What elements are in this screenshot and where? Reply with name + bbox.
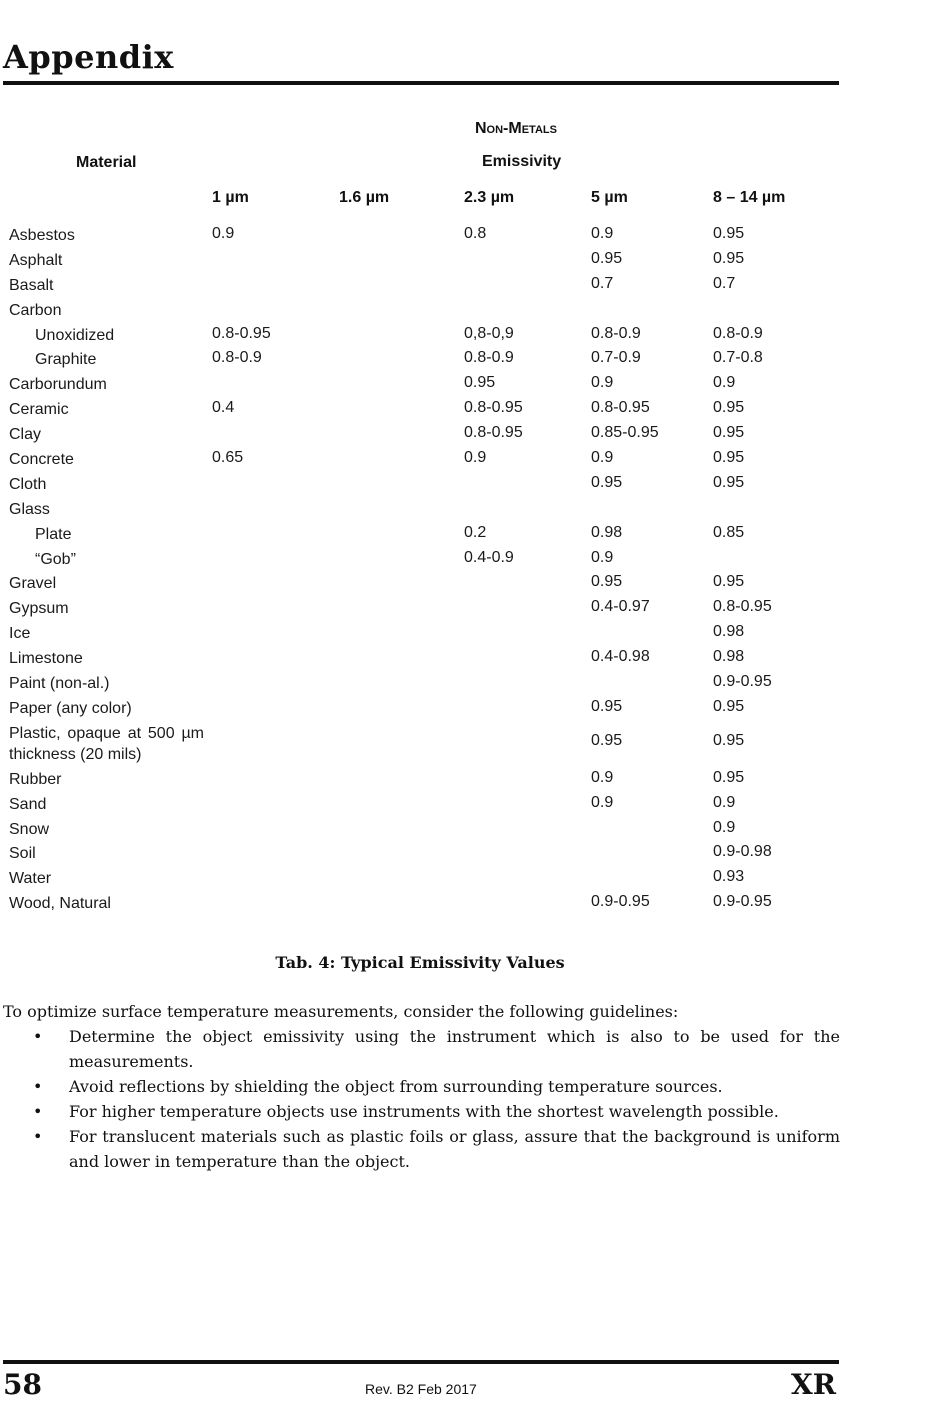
value-2-3um: 0.4-0.9: [464, 548, 514, 566]
material-name: Glass: [9, 500, 50, 518]
table-row: [0, 816, 950, 841]
value-5um: 0.95: [591, 249, 623, 267]
wavelength-header-1um: 1 µm: [212, 189, 249, 206]
material-name: Water: [9, 870, 52, 888]
revision-label: Rev. B2 Feb 2017: [365, 1381, 477, 1397]
material-name: Ceramic: [9, 401, 69, 419]
table-row: [0, 840, 950, 865]
material-name: Snow: [9, 820, 50, 838]
table-row: [0, 371, 950, 396]
material-name: Carbon: [9, 301, 62, 319]
value-8-14um: 0.98: [713, 623, 745, 641]
table-row: [0, 446, 950, 471]
table-row: [0, 222, 950, 247]
table-row: [0, 670, 950, 695]
table-row: [0, 766, 950, 791]
value-8-14um: 0.7-0.8: [713, 349, 763, 367]
wavelength-header-2-3um: 2.3 µm: [464, 189, 515, 206]
bullet-icon: •: [33, 1027, 43, 1046]
value-5um: 0.9: [591, 793, 614, 811]
guidelines-intro: To optimize surface temperature measurements, consider the following guidelines:: [3, 1002, 679, 1021]
value-5um: 0.9: [591, 548, 614, 566]
material-name: Soil: [9, 845, 36, 863]
page-number: 58: [3, 1368, 42, 1401]
value-2-3um: 0,8-0,9: [464, 324, 514, 342]
value-5um: 0.4-0.97: [591, 598, 650, 616]
value-8-14um: 0.7: [713, 274, 736, 292]
table-row: [0, 791, 950, 816]
guideline-text: For higher temperature objects use instruments with the shortest wavelength possible.: [69, 1102, 779, 1121]
table-row: [0, 890, 950, 915]
guidelines-list: [0, 1024, 840, 1174]
value-5um: 0.7: [591, 274, 614, 292]
table-row: [0, 570, 950, 595]
material-name: Carborundum: [9, 376, 107, 394]
value-8-14um: 0.95: [713, 225, 745, 242]
value-5um: 0.9: [591, 374, 614, 392]
table-row: [0, 297, 950, 322]
value-8-14um: 0.95: [713, 473, 745, 491]
value-5um: 0.95: [591, 573, 623, 591]
table-row: [0, 865, 950, 890]
value-8-14um: 0.85: [713, 523, 745, 541]
value-8-14um: 0.9-0.98: [713, 843, 772, 861]
value-8-14um: 0.95: [713, 399, 745, 417]
value-2-3um: 0.8-0.95: [464, 424, 523, 442]
material-name: Plate: [35, 525, 72, 543]
list-item: [0, 1099, 840, 1124]
value-8-14um: 0.95: [713, 449, 745, 467]
guideline-text: Avoid reflections by shielding the object from surrounding temperature sources.: [69, 1077, 723, 1096]
brand-logo: XR: [791, 1368, 836, 1401]
guideline-text: Determine the object emissivity using the instrument which is also to be used for the measurements.: [69, 1027, 840, 1071]
material-name: Clay: [9, 426, 42, 444]
list-item: [0, 1074, 840, 1099]
table-row: [0, 595, 950, 620]
value-8-14um: 0.9: [713, 374, 736, 392]
material-name: Basalt: [9, 276, 54, 294]
value-8-14um: 0.9-0.95: [713, 893, 772, 911]
value-2-3um: 0.95: [464, 374, 496, 392]
table-row: [0, 546, 950, 571]
material-name: Paint (non-al.): [9, 675, 110, 693]
wavelength-header-8-14um: 8 – 14 µm: [713, 189, 786, 206]
table-row: [0, 471, 950, 496]
value-2-3um: 0.8-0.95: [464, 399, 523, 417]
list-item: [0, 1124, 840, 1174]
table-row: [0, 346, 950, 371]
value-8-14um: 0.8-0.95: [713, 598, 772, 616]
list-item: [0, 1024, 840, 1074]
value-5um: 0.98: [591, 523, 623, 541]
material-name: Ice: [9, 625, 31, 643]
value-8-14um: 0.95: [713, 731, 745, 749]
value-8-14um: 0.9-0.95: [713, 673, 772, 691]
value-8-14um: 0.98: [713, 648, 745, 666]
value-5um: 0.85-0.95: [591, 424, 659, 442]
value-2-3um: 0.8-0.9: [464, 349, 514, 367]
value-5um: 0.95: [591, 473, 623, 491]
emissivity-header: Emissivity: [482, 153, 562, 170]
material-name: Wood, Natural: [9, 895, 111, 913]
value-8-14um: 0.9: [713, 793, 736, 811]
header-divider: [3, 81, 839, 85]
wavelength-header-1-6um: 1.6 µm: [339, 189, 390, 206]
value-2-3um: 0.2: [464, 523, 487, 541]
table-row: [0, 247, 950, 272]
material-name: Rubber: [9, 770, 62, 788]
value-8-14um: 0.8-0.9: [713, 324, 763, 342]
value-1um: 0.8-0.95: [212, 324, 271, 342]
value-2-3um: 0.9: [464, 449, 487, 467]
value-8-14um: 0.95: [713, 768, 745, 786]
material-name: Paper (any color): [9, 699, 132, 717]
bullet-icon: •: [33, 1102, 43, 1121]
value-5um: 0.9: [591, 768, 614, 786]
value-5um: 0.9: [591, 225, 614, 242]
value-5um: 0.8-0.95: [591, 399, 650, 417]
material-name: Asphalt: [9, 251, 63, 269]
table-group-title: Non-Metals: [475, 120, 557, 137]
table-row: [0, 322, 950, 347]
material-name: “Gob”: [35, 550, 76, 568]
material-name: Limestone: [9, 650, 83, 668]
material-column-header: Material: [76, 154, 137, 171]
emissivity-table: [0, 222, 950, 915]
table-row: [0, 695, 950, 720]
value-5um: 0.4-0.98: [591, 648, 650, 666]
value-5um: 0.8-0.9: [591, 324, 641, 342]
value-1um: 0.4: [212, 399, 235, 417]
table-row: [0, 720, 950, 766]
value-8-14um: 0.95: [713, 573, 745, 591]
value-5um: 0.9-0.95: [591, 893, 650, 911]
table-row: [0, 496, 950, 521]
material-name: Gypsum: [9, 600, 69, 618]
footer-divider: [3, 1360, 839, 1364]
value-1um: 0.8-0.9: [212, 349, 262, 367]
wavelength-header-5um: 5 µm: [591, 189, 628, 206]
bullet-icon: •: [33, 1077, 43, 1096]
material-name: Graphite: [35, 351, 97, 369]
value-8-14um: 0.9: [713, 818, 736, 836]
value-5um: 0.95: [591, 697, 623, 715]
table-row: [0, 396, 950, 421]
value-5um: 0.9: [591, 449, 614, 467]
material-name: Asbestos: [9, 227, 75, 244]
value-5um: 0.7-0.9: [591, 349, 641, 367]
material-name: Concrete: [9, 451, 74, 469]
table-row: [0, 620, 950, 645]
material-name: Cloth: [9, 475, 47, 493]
table-row: [0, 421, 950, 446]
value-8-14um: 0.95: [713, 424, 745, 442]
value-1um: 0.9: [212, 225, 235, 242]
value-8-14um: 0.93: [713, 868, 745, 886]
table-caption: Tab. 4: Typical Emissivity Values: [275, 953, 565, 972]
value-2-3um: 0.8: [464, 225, 487, 242]
material-name: Sand: [9, 795, 47, 813]
guideline-text: For translucent materials such as plastic foils or glass, assure that the background is uniform and lower in temperature than the object.: [69, 1127, 840, 1171]
material-name: Gravel: [9, 575, 57, 593]
value-5um: 0.95: [591, 731, 623, 749]
table-row: [0, 272, 950, 297]
value-1um: 0.65: [212, 449, 244, 467]
value-8-14um: 0.95: [713, 697, 745, 715]
table-row: [0, 521, 950, 546]
table-row: [0, 645, 950, 670]
material-name: Unoxidized: [35, 326, 115, 344]
value-8-14um: 0.95: [713, 249, 745, 267]
page-title: Appendix: [3, 38, 174, 76]
bullet-icon: •: [33, 1127, 43, 1146]
material-name: Plastic, opaque at 500 µm thickness (20 mils): [9, 724, 204, 763]
